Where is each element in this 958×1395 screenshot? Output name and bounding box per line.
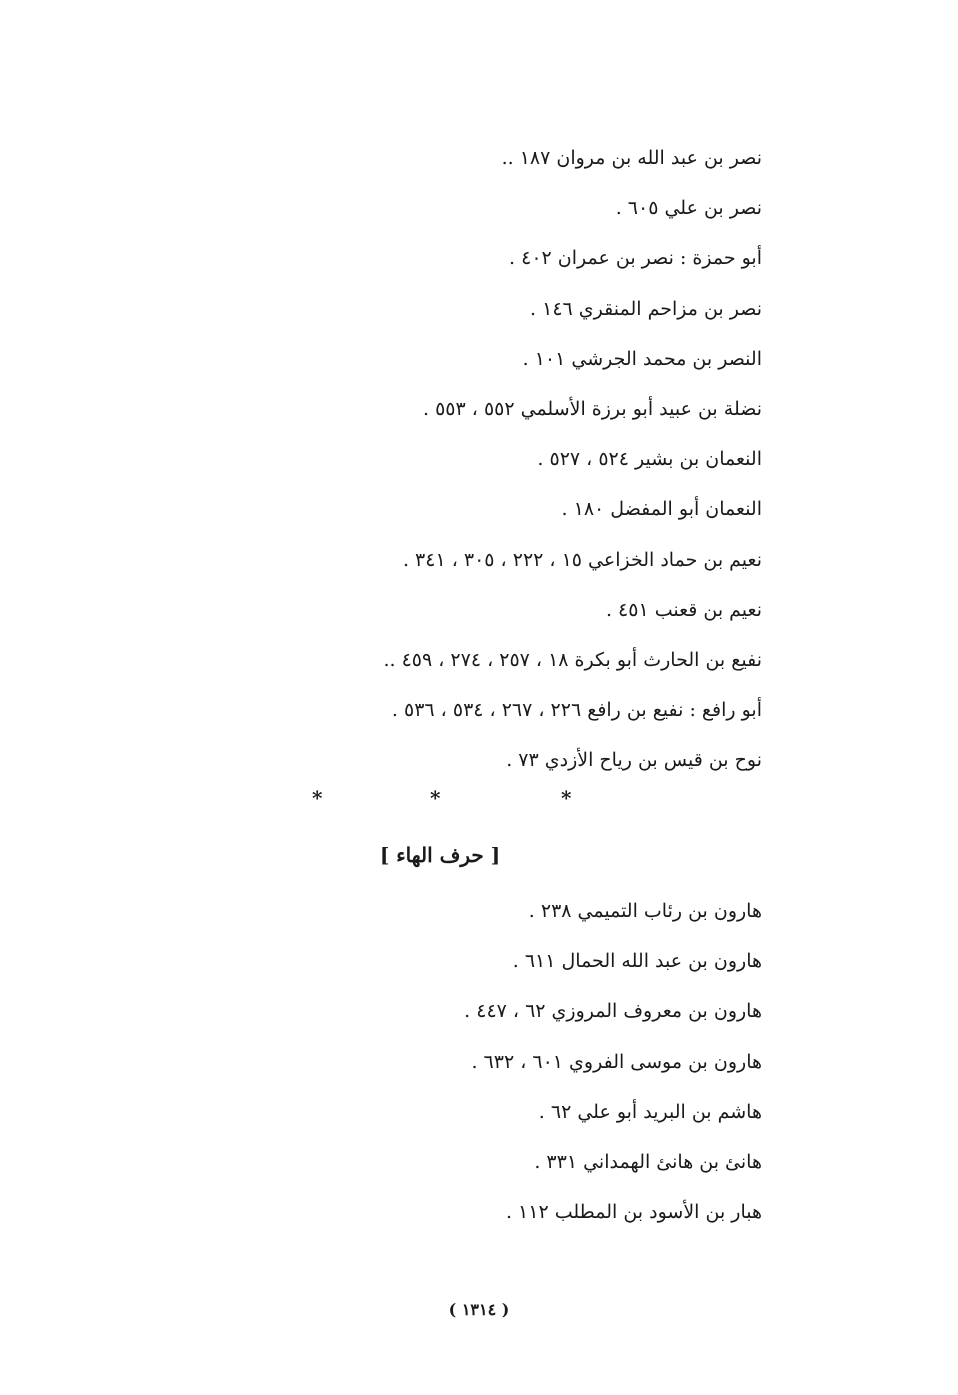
- index-entry: نعيم بن قعنب ٤٥١ .: [605, 598, 762, 621]
- index-entry: هبار بن الأسود بن المطلب ١١٢ .: [505, 1201, 762, 1224]
- section-separator: [0, 786, 958, 816]
- index-entry: نصر بن عبد الله بن مروان ١٨٧ ..: [501, 147, 762, 169]
- index-entry: النصر بن محمد الجرشي ١٠١ .: [522, 347, 762, 370]
- index-entry: أبو حمزة : نصر بن عمران ٤٠٢ .: [509, 247, 762, 270]
- index-entry: نوح بن قيس بن رياح الأزدي ٧٣ .: [506, 749, 762, 772]
- page-number: ( ١٣١٤ ): [448, 1300, 510, 1319]
- index-entry: نعيم بن حماد الخزاعي ١٥ ، ٢٢٢ ، ٣٠٥ ، ٣٤١ .: [402, 548, 762, 571]
- index-entries-ha: [202, 886, 762, 1237]
- index-entry: هانئ بن هانئ الهمداني ٣٣١ .: [534, 1150, 762, 1173]
- index-entry: هاشم بن البريد أبو علي ٦٢ .: [538, 1100, 762, 1123]
- separator-asterisk: *: [312, 786, 323, 810]
- index-entry: هارون بن معروف المروزي ٦٢ ، ٤٤٧ .: [464, 1000, 762, 1023]
- index-entry: أبو رافع : نفيع بن رافع ٢٢٦ ، ٢٦٧ ، ٥٣٤ ، ٥٣٦ .: [391, 699, 762, 722]
- index-entry: نضلة بن عبيد أبو برزة الأسلمي ٥٥٢ ، ٥٥٣ .: [423, 397, 762, 420]
- index-entry: هارون بن موسى الفروي ٦٠١ ، ٦٣٢ .: [471, 1050, 762, 1073]
- section-heading: [ حرف الهاء ]: [379, 843, 501, 867]
- index-entry: هارون بن رئاب التميمي ٢٣٨ .: [528, 900, 762, 922]
- index-entry: النعمان أبو المفضل ١٨٠ .: [561, 498, 762, 521]
- index-entries-nun: [202, 133, 762, 785]
- separator-asterisk: *: [561, 786, 572, 810]
- index-entry: هارون بن عبد الله الحمال ٦١١ .: [512, 950, 762, 973]
- index-entry: نصر بن علي ٦٠٥ .: [615, 197, 762, 220]
- index-entry: نصر بن مزاحم المنقري ١٤٦ .: [530, 297, 762, 320]
- separator-asterisk: *: [430, 786, 441, 810]
- index-entry: نفيع بن الحارث أبو بكرة ١٨ ، ٢٥٧ ، ٢٧٤ ، ٤٥٩ ..: [383, 648, 762, 671]
- index-entry: النعمان بن بشير ٥٢٤ ، ٥٢٧ .: [537, 448, 762, 471]
